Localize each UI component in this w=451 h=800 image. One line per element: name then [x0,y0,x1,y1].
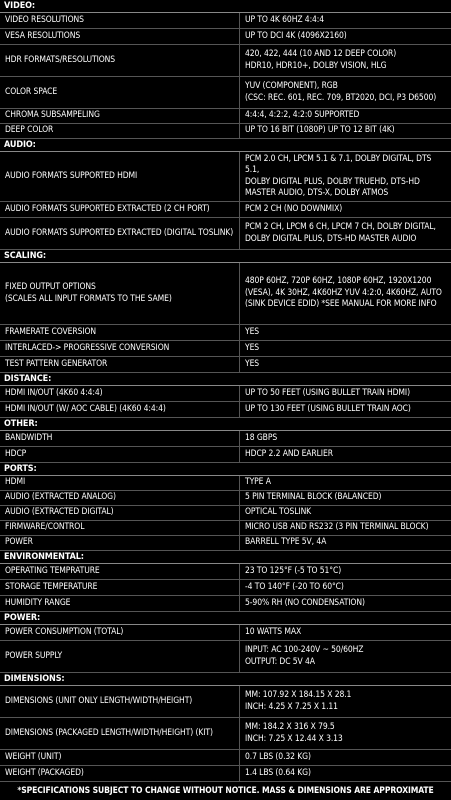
spec-label: POWER CONSUMPTION (TOTAL) [0,625,240,640]
spec-label: FIXED OUTPUT OPTIONS (SCALES ALL INPUT FORMATS TO THE SAME) [0,263,240,324]
spec-row [0,77,451,109]
section-header: DIMENSIONS: [0,673,451,686]
footer-disclaimer: *SPECIFICATIONS SUBJECT TO CHANGE WITHOUT NOTICE. MASS & DIMENSIONS ARE APPROXIMATE [17,786,434,796]
spec-label: HDCP [0,447,240,462]
spec-row [0,641,451,673]
spec-label: STORAGE TEMPERATURE [0,580,240,595]
spec-value: MICRO USB AND RS232 (3 PIN TERMINAL BLOCK) [245,522,429,533]
spec-value: UP TO 16 BIT (1080P) UP TO 12 BIT (4K) [245,125,395,136]
spec-value: UP TO 4K 60HZ 4:4:4 [245,14,325,25]
spec-row [0,686,451,718]
spec-value: UP TO 130 FEET (USING BULLET TRAIN AOC) [245,403,411,414]
spec-row [0,447,451,463]
spec-label: HUMIDITY RANGE [0,596,240,611]
section-header: SCALING: [0,250,451,263]
spec-label: POWER SUPPLY [0,641,240,672]
spec-label: POWER [0,536,240,550]
spec-label: OPERATING TEMPRATURE [0,564,240,579]
spec-row [0,29,451,45]
spec-label: AUDIO FORMATS SUPPORTED HDMI [0,152,240,201]
spec-label: TEST PATTERN GENERATOR [0,357,240,372]
spec-row [0,124,451,139]
spec-label: DIMENSIONS (UNIT ONLY LENGTH/WIDTH/HEIGHT) [0,686,240,717]
spec-value: PCM 2 CH, LPCM 6 CH, LPCM 7 CH, DOLBY DIGITAL, DOLBY DIGITAL PLUS, DTS-HD MASTER AUDIO [245,222,436,244]
spec-label: VIDEO RESOLUTIONS [0,13,240,28]
spec-row [0,476,451,491]
spec-value: BARRELL TYPE 5V, 4A [245,537,327,548]
spec-label: COLOR SPACE [0,77,240,108]
section-header: VIDEO: [0,0,451,13]
spec-row [0,341,451,357]
spec-label: DEEP COLOR [0,124,240,138]
spec-row [0,521,451,536]
spec-label: AUDIO FORMATS SUPPORTED EXTRACTED (DIGITAL TOSLINK) [0,218,240,249]
spec-label: WEIGHT (PACKAGED) [0,766,240,781]
section-header: OTHER: [0,418,451,431]
spec-row [0,152,451,202]
spec-label: CHROMA SUBSAMPELING [0,109,240,123]
spec-value: 5 PIN TERMINAL BLOCK (BALANCED) [245,492,382,503]
spec-value: YES [245,326,260,337]
spec-label: DIMENSIONS (PACKAGED LENGTH/WIDTH/HEIGHT) (KIT) [0,718,240,749]
spec-label: VESA RESOLUTIONS [0,29,240,44]
spec-row [0,402,451,418]
spec-row [0,109,451,124]
spec-value: PCM 2 CH (NO DOWNMIX) [245,203,343,214]
spec-value: 0.7 LBS (0.32 KG) [245,751,311,762]
spec-value: PCM 2.0 CH, LPCM 5.1 & 7.1, DOLBY DIGITAL, DTS 5.1, DOLBY DIGITAL PLUS, DOLBY TRUEHD, DTS-HD MASTER AUDIO, DTS-X, DOLBY ATMOS [245,153,432,198]
spec-row [0,580,451,596]
section-header: AUDIO: [0,139,451,152]
spec-row [0,218,451,250]
spec-value: HDCP 2.2 AND EARLIER [245,448,333,459]
spec-value: 10 WATTS MAX [245,626,302,637]
spec-row [0,202,451,218]
spec-value: -4 TO 140°F (-20 TO 60°C) [245,581,344,592]
spec-value: OPTICAL TOSLINK [245,507,312,518]
spec-value: 18 GBPS [245,432,278,443]
spec-label: HDMI IN/OUT (4K60 4:4:4) [0,386,240,401]
spec-row [0,431,451,447]
spec-row [0,564,451,580]
spec-label: WEIGHT (UNIT) [0,750,240,765]
spec-row [0,491,451,506]
spec-row [0,325,451,341]
spec-value: UP TO 50 FEET (USING BULLET TRAIN HDMI) [245,387,410,398]
spec-label: FIRMWARE/CONTROL [0,521,240,535]
spec-label: HDMI IN/OUT (W/ AOC CABLE) (4K60 4:4:4) [0,402,240,417]
spec-label: AUDIO (EXTRACTED ANALOG) [0,491,240,505]
spec-row [0,750,451,766]
spec-label: INTERLACED-> PROGRESSIVE CONVERSION [0,341,240,356]
spec-row [0,536,451,551]
spec-label: AUDIO (EXTRACTED DIGITAL) [0,506,240,520]
spec-value: UP TO DCI 4K (4096X2160) [245,30,347,41]
spec-label: HDR FORMATS/RESOLUTIONS [0,45,240,76]
section-header: DISTANCE: [0,373,451,386]
section-header: POWER: [0,612,451,625]
spec-label: FRAMERATE COVERSION [0,325,240,340]
spec-value: YES [245,358,260,369]
spec-row [0,718,451,750]
spec-row [0,596,451,612]
spec-value: 420, 422, 444 (10 AND 12 DEEP COLOR) HDR10, HDR10+, DOLBY VISION, HLG [245,49,397,71]
spec-value: INPUT: AC 100-240V ~ 50/60HZ OUTPUT: DC 5V 4A [245,645,364,667]
spec-value: YES [245,342,260,353]
spec-label: HDMI [0,476,240,490]
spec-value: 5-90% RH (NO CONDENSATION) [245,597,365,608]
spec-row [0,45,451,77]
spec-label: BANDWIDTH [0,431,240,446]
spec-row [0,766,451,782]
section-header: PORTS: [0,463,451,476]
spec-value: YUV (COMPONENT), RGB (CSC: REC. 601, REC. 709, BT2020, DCI, P3 D6500) [245,81,437,103]
spec-value: MM: 107.92 X 184.15 X 28.1 INCH: 4.25 X 7.25 X 1.11 [245,690,352,712]
spec-row [0,506,451,521]
spec-value: MM: 184.2 X 316 X 79.5 INCH: 7.25 X 12.44 X 3.13 [245,722,343,744]
spec-row [0,13,451,29]
spec-row [0,357,451,373]
spec-value: TYPE A [245,477,271,488]
spec-value: 1.4 LBS (0.64 KG) [245,767,311,778]
spec-value: 480P 60HZ, 720P 60HZ, 1080P 60HZ, 1920X1200 (VESA), 4K 30HZ, 4K60HZ YUV 4:2:0, 4K60HZ, AUTO (SINK DEVICE EDID) *SEE MANUAL FOR MORE INFO [245,276,442,310]
spec-row [0,386,451,402]
spec-label: AUDIO FORMATS SUPPORTED EXTRACTED (2 CH PORT) [0,202,240,217]
spec-row [0,263,451,325]
spec-value: 4:4:4, 4:2:2, 4:2:0 SUPPORTED [245,110,360,121]
section-header: ENVIRONMENTAL: [0,551,451,564]
spec-value: 23 TO 125°F (-5 TO 51°C) [245,565,342,576]
spec-row [0,625,451,641]
